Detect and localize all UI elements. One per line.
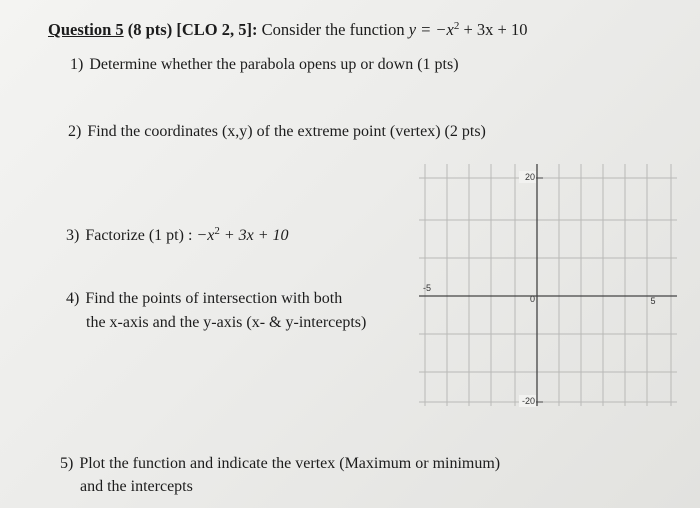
- question-1: 1) Determine whether the parabola opens up or down (1 pts): [70, 56, 459, 73]
- x-min-label: -5: [422, 283, 432, 293]
- question-5: 5) Plot the function and indicate the vertex (Maximum or minimum): [60, 455, 501, 472]
- coordinate-grid: [415, 160, 685, 410]
- origin-label: 0: [529, 294, 535, 304]
- question-title: [48, 20, 528, 40]
- question-3: 3) Factorize (1 pt) : $-x^2 + 3x + 10$: [66, 225, 289, 244]
- question-prompt: Consider the function: [261, 20, 405, 39]
- factorize-expression: $-x^2 + 3x + 10$: [196, 225, 289, 244]
- question-points: (8 pts) [CLO 2, 5]:: [127, 20, 258, 39]
- x-max-label: 5: [650, 296, 656, 306]
- y-max-label: 20: [524, 172, 535, 182]
- question-5-line-2: and the intercepts: [80, 478, 193, 495]
- question-2: 2) Find the coordinates (x,y) of the extreme point (vertex) (2 pts): [68, 123, 486, 140]
- question-4: 4) Find the points of intersection with both: [66, 290, 343, 307]
- question-4-line-2: the x-axis and the y-axis (x- & y-intercepts): [86, 314, 367, 331]
- grid-lines: [419, 164, 677, 406]
- function-expression: $y = -x^2 + 3x + 10$: [408, 20, 528, 39]
- y-min-label: -20: [521, 396, 535, 406]
- question-heading: Question 5: [48, 20, 124, 39]
